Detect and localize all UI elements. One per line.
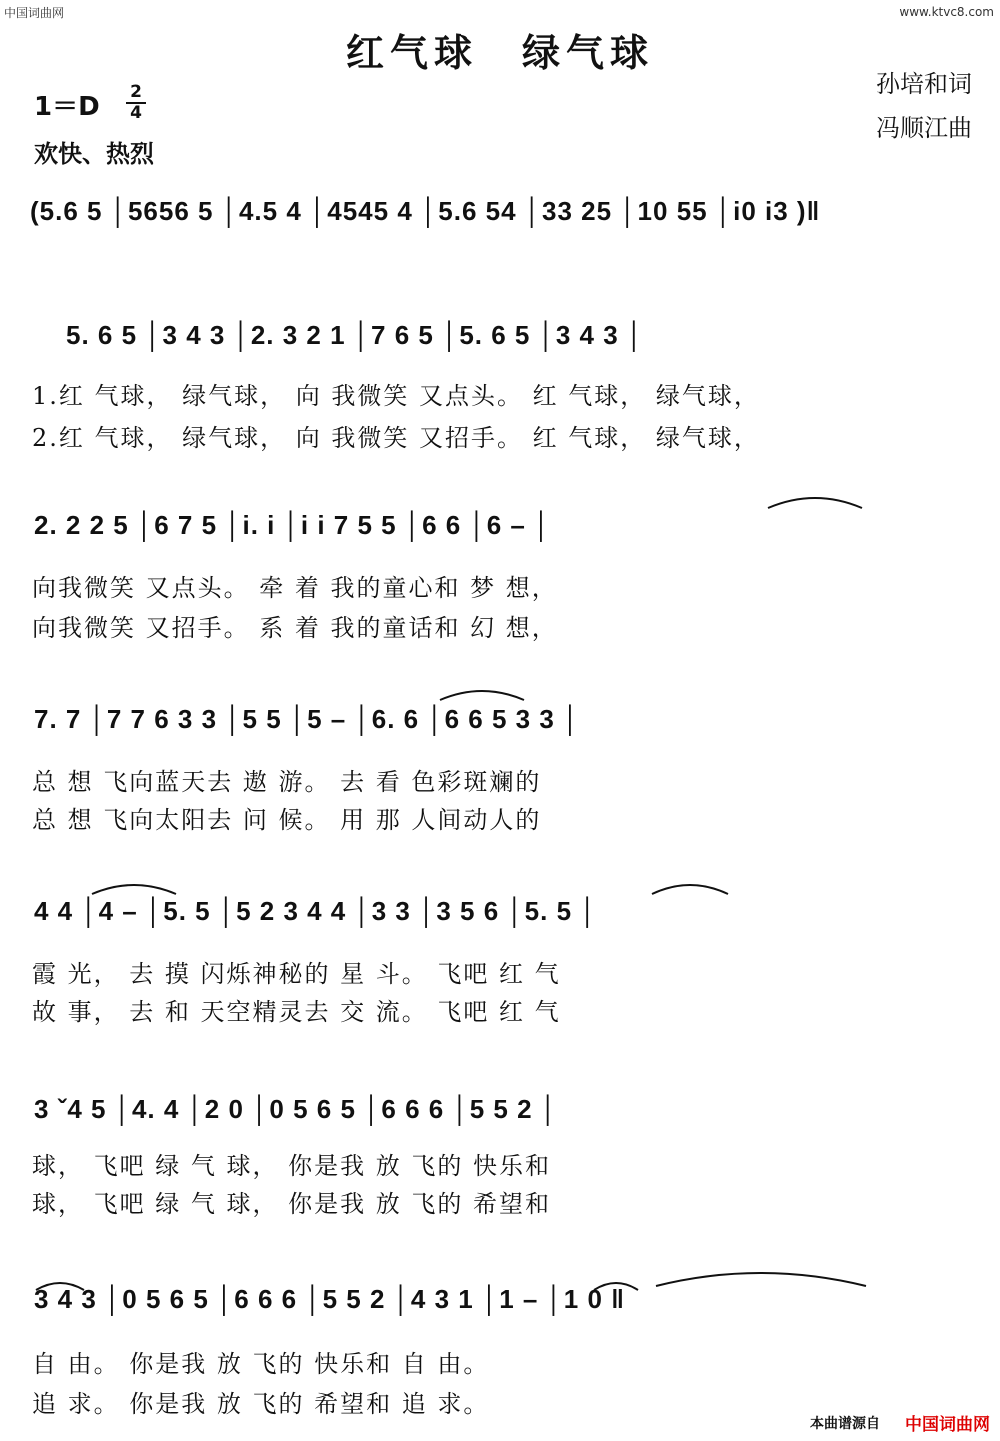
system-0-notes: (5.6 5 │5656 5 │4.5 4 │4545 4 │5.6 54 │33 25 │10 55 │i0 i3 )‖	[30, 196, 821, 226]
meter-top: 2	[130, 82, 142, 102]
system-3-lyric-2: 总 想 飞向太阳去 问 候。 用 那 人间动人的	[32, 806, 542, 834]
slur-arc	[36, 1283, 84, 1290]
system-3-notes: 7. 7 │7 7 6 3 3 │5 5 │5 – │6. 6 │6 6 5 3 3 │	[34, 704, 581, 734]
tie-arc	[652, 885, 728, 894]
system-5-notes: 3 ˇ4 5 │4. 4 │2 0 │0 5 6 5 │6 6 6 │5 5 2 │	[34, 1094, 559, 1124]
slur-arc	[594, 1283, 638, 1290]
system-4-lyric-1: 霞 光， 去 摸 闪烁神秘的 星 斗。 飞吧 红 气	[32, 960, 561, 988]
system-6-lyric-1: 自 由。 你是我 放 飞的 快乐和 自 由。	[32, 1350, 490, 1378]
system-4-notes: 4 4 │4 – │5. 5 │5 2 3 4 4 │3 3 │3 5 6 │5. 5 │	[34, 896, 598, 926]
tie-arc	[92, 885, 176, 894]
system-6-lyric-2: 追 求。 你是我 放 飞的 希望和 追 求。	[32, 1390, 490, 1418]
system-4-lyric-2: 故 事， 去 和 天空精灵去 交 流。 飞吧 红 气	[32, 998, 561, 1026]
watermark-left: 中国词曲网	[4, 6, 65, 20]
system-1-lyric-1: 1.红 气球， 绿气球， 向 我微笑 又点头。 红 气球， 绿气球，	[32, 382, 760, 410]
footer-site: 中国词曲网	[905, 1415, 990, 1435]
tie-arc	[656, 1273, 866, 1286]
key-signature: 1＝D	[34, 92, 100, 122]
system-2-lyric-2: 向我微笑 又招手。 系 着 我的童话和 幻 想，	[32, 614, 558, 642]
system-5-lyric-2: 球， 飞吧 绿 气 球， 你是我 放 飞的 希望和	[32, 1190, 552, 1218]
song-title: 红气球 绿气球	[345, 30, 654, 75]
tempo-marking: 欢快、热烈	[34, 139, 154, 168]
composer-credit: 冯顺江曲	[876, 114, 972, 142]
system-1-notes: 5. 6 5 │3 4 3 │2. 3 2 1 │7 6 5 │5. 6 5 │3 4 3 │	[66, 320, 645, 350]
lyricist-credit: 孙培和词	[876, 70, 972, 98]
system-1-lyric-2: 2.红 气球， 绿气球， 向 我微笑 又招手。 红 气球， 绿气球，	[32, 424, 760, 452]
system-6-notes: 3 4 3 │0 5 6 5 │6 6 6 │5 5 2 │4 3 1 │1 – │1 0 ‖	[34, 1284, 626, 1314]
system-5-lyric-1: 球， 飞吧 绿 气 球， 你是我 放 飞的 快乐和	[32, 1152, 552, 1180]
footer-source: 本曲谱源自	[810, 1416, 880, 1432]
system-2-lyric-1: 向我微笑 又点头。 牵 着 我的童心和 梦 想，	[32, 574, 558, 602]
meter-bottom: 4	[130, 103, 142, 123]
tie-arc	[768, 498, 862, 508]
system-2-notes: 2. 2 2 5 │6 7 5 │i. i │i i 7 5 5 │6 6 │6 – │	[34, 510, 552, 540]
tie-arc	[440, 691, 524, 700]
watermark-right: www.ktvc8.com	[899, 5, 994, 19]
system-3-lyric-1: 总 想 飞向蓝天去 遨 游。 去 看 色彩斑斓的	[32, 768, 542, 796]
